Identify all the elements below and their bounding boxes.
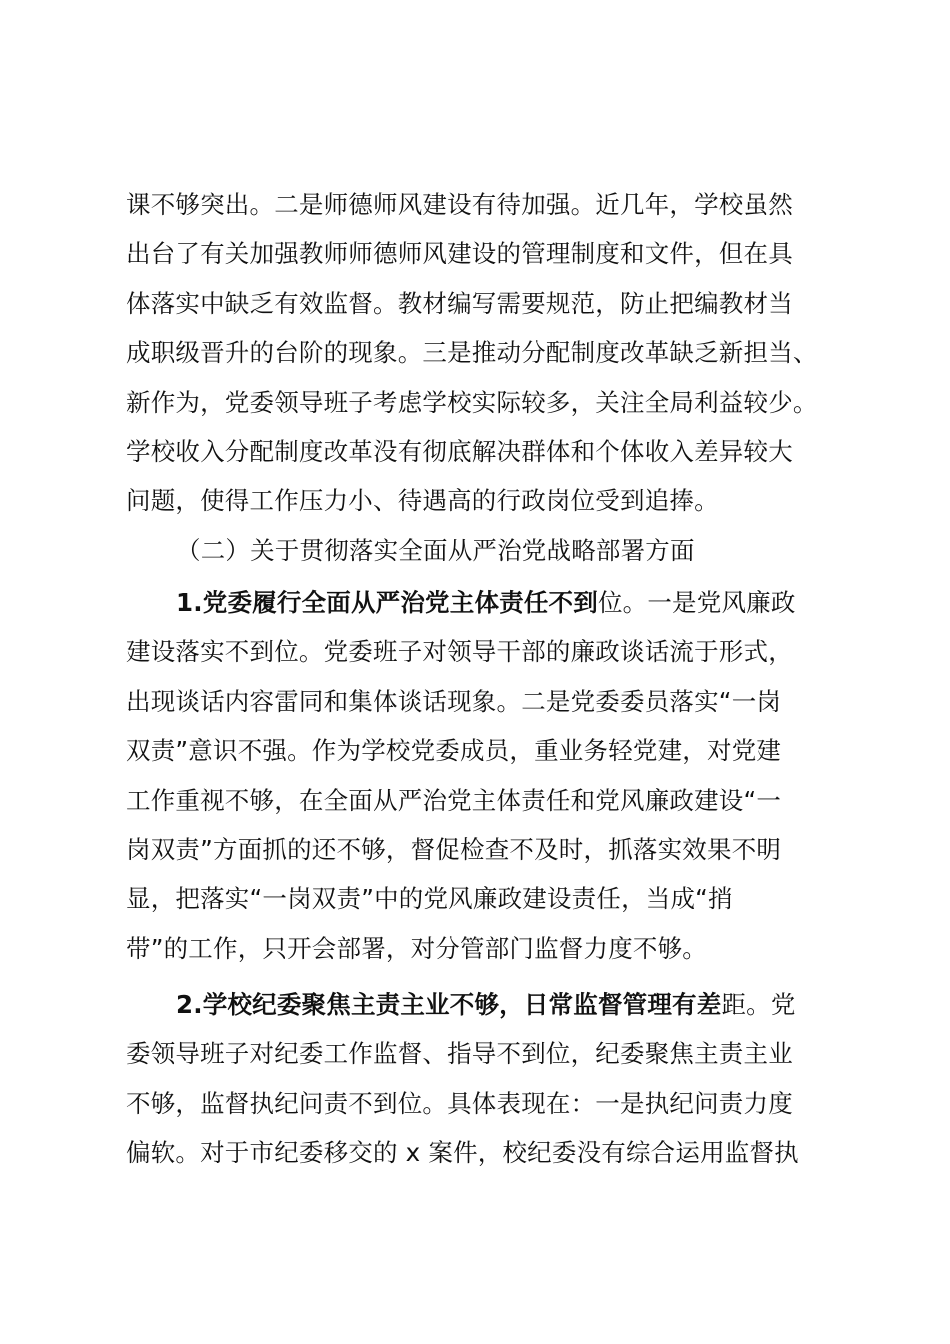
item-2-bold-lead: 2.学校纪委聚焦主责主业不够，日常监督管理有差: [176, 990, 722, 1019]
paragraph-line: 出现谈话内容雷同和集体谈话现象。二是党委委员落实“一岗: [126, 686, 782, 716]
item-1-paragraph: [126, 578, 836, 973]
paragraph-line: 显，把落实“一岗双责”中的党风廉政建设责任，当成“捎: [126, 884, 733, 914]
section-heading-block: [126, 526, 836, 575]
item-2-first-line: [126, 980, 836, 1029]
item-2-first-line-rest: 距。党: [721, 990, 796, 1019]
section-heading: （二）关于贯彻落实全面从严治党战略部署方面: [176, 536, 695, 565]
paragraph-line: 委领导班子对纪委工作监督、指导不到位，纪委聚焦主责主业: [126, 1039, 793, 1069]
paragraph-line: 学校收入分配制度改革没有彻底解决群体和个体收入差异较大: [126, 436, 793, 466]
paragraph-line: 岗双责”方面抓的还不够，督促检查不及时，抓落实效果不明: [126, 834, 782, 864]
paragraph-line: 新作为，党委领导班子考虑学校实际较多，关注全局利益较少。: [126, 387, 818, 417]
paragraph-1: [126, 180, 836, 526]
item-1-first-line: [126, 578, 836, 627]
paragraph-line: 偏软。对于市纪委移交的 x 案件，校纪委没有综合运用监督执: [126, 1138, 799, 1168]
paragraph-line: 出台了有关加强教师师德师风建设的管理制度和文件，但在具: [126, 239, 793, 269]
paragraph-line: 不够，监督执纪问责不到位。具体表现在：一是执纪问责力度: [126, 1088, 793, 1118]
paragraph-line: 带”的工作，只开会部署，对分管部门监督力度不够。: [126, 933, 707, 963]
paragraph-line: 工作重视不够，在全面从严治党主体责任和党风廉政建设“一: [126, 785, 782, 815]
item-1-bold-lead: 1.党委履行全面从严治党主体责任不到: [176, 588, 598, 617]
paragraph-line: 双责”意识不强。作为学校党委成员，重业务轻党建，对党建: [126, 736, 782, 766]
paragraph-line: 成职级晋升的台阶的现象。三是推动分配制度改革缺乏新担当、: [126, 338, 818, 368]
item-1-first-line-rest: 位。一是党风廉政: [597, 588, 796, 617]
paragraph-line: 课不够突出。二是师德师风建设有待加强。近几年，学校虽然: [126, 190, 793, 219]
paragraph-line: 体落实中缺乏有效监督。教材编写需要规范，防止把编教材当: [126, 288, 793, 318]
paragraph-line: 问题，使得工作压力小、待遇高的行政岗位受到追捧。: [126, 486, 719, 516]
item-2-paragraph: [126, 980, 836, 1178]
paragraph-line: 建设落实不到位。党委班子对领导干部的廉政谈话流于形式，: [126, 637, 793, 667]
